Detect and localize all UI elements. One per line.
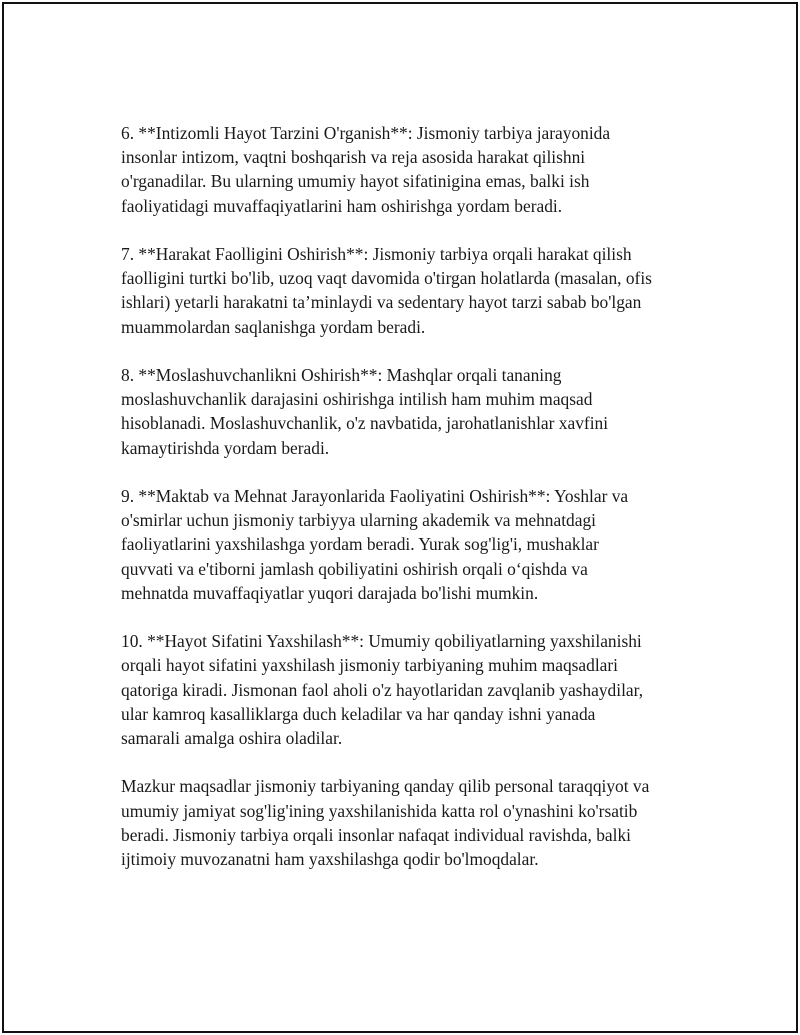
conclusion-paragraph: Mazkur maqsadlar jismoniy tarbiyaning qanday qilib personal taraqqiyot va umumiy jamiyat sog'lig'ining yaxshilanishida katta rol o'ynashini ko'rsatib beradi. Jismoniy tarbiya orqali insonlar nafaqat individual ravishda, balki ijtimoiy muvozanatni ham yaxshilashga qodir bo'lmoqdalar.: [121, 776, 650, 870]
paragraph-item-7: 7. **Harakat Faolligini Oshirish**: Jismoniy tarbiya orqali harakat qilish faolligini turtki bo'lib, uzoq vaqt davomida o'tirgan holatlarda (masalan, ofis ishlari) yetarli harakatni ta’minlaydi va sedentary hayot tarzi sabab bo'lgan muammolardan saqlanishga yordam beradi.: [121, 244, 652, 337]
document-body: [121, 121, 711, 895]
paragraph-item-8: 8. **Moslashuvchanlikni Oshirish**: Mashqlar orqali tananing moslashuvchanlik darajasini oshirishga intilish ham muhim maqsad hisoblanadi. Moslashuvchanlik, o'z navbatida, jarohatlanishlar xavfini kamaytirishda yordam beradi.: [121, 365, 609, 458]
paragraph-item-9: 9. **Maktab va Mehnat Jarayonlarida Faoliyatini Oshirish**: Yoshlar va o'smirlar uchun jismoniy tarbiyya ularning akademik va mehnatdagi faoliyatlarini yaxshilashga yordam beradi. Yurak sog'lig'i, mushaklar quvvati va e'tiborni jamlash qobiliyatini oshirish orqali o‘qishda va mehnatda muvaffaqiyatlar yuqori darajada bo'lishi mumkin.: [121, 486, 629, 603]
paragraph-item-10: 10. **Hayot Sifatini Yaxshilash**: Umumiy qobiliyatlarning yaxshilanishi orqali hayot sifatini yaxshilash jismoniy tarbiyaning muhim maqsadlari qatoriga kiradi. Jismonan faol aholi o'z hayotlaridan zavqlanib yashaydilar, ular kamroq kasalliklarga duch keladilar va har qanday ishni yanada samarali amalga oshira oladilar.: [121, 631, 644, 749]
paragraph-item-6: 6. **Intizomli Hayot Tarzini O'rganish**: Jismoniy tarbiya jarayonida insonlar intizom, vaqtni boshqarish va reja asosida harakat qilishni o'rganadilar. Bu ularning umumiy hayot sifatinigina emas, balki ish faoliyatidagi muvaffaqiyatlarini ham oshirishga yordam beradi.: [121, 123, 611, 216]
document-page: [2, 2, 798, 1033]
